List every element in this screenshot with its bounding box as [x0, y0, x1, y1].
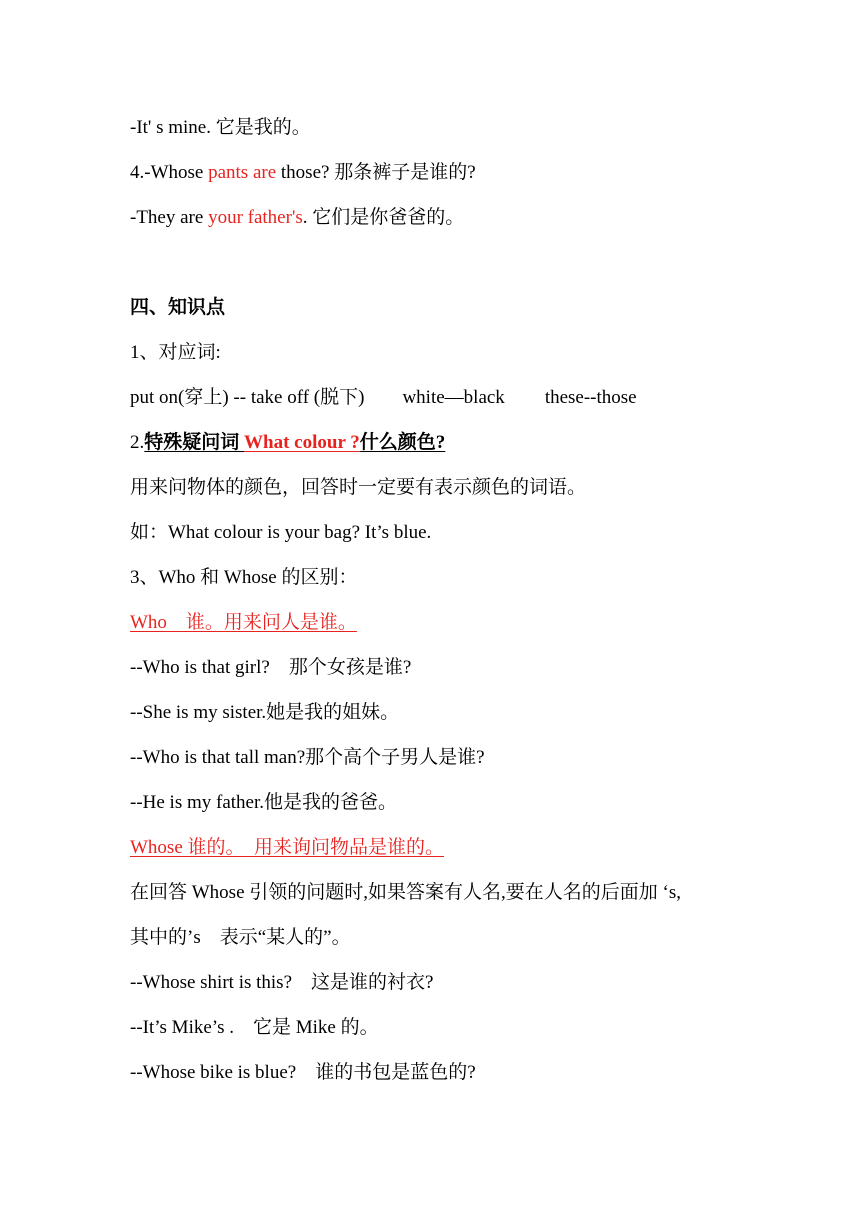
answer-4-highlight: your father's: [208, 207, 303, 228]
question-4-line: [130, 161, 476, 185]
point-2-keyword: What colour ?: [244, 432, 360, 453]
point-2-number: 2.: [130, 432, 145, 453]
word-pair-put-on: put on(穿上) -- take off (脱下): [130, 387, 365, 408]
section-heading-knowledge: 四、知识点: [130, 297, 226, 318]
point-1-word-pairs: [130, 386, 637, 410]
point-2-title: [130, 431, 445, 455]
point-2-label: 特殊疑问词: [144, 432, 245, 453]
whose-description-1: 在回答 Whose 引领的问题时,如果答案有人名,要在人名的后面加 ‘s,: [130, 882, 681, 903]
question-4-prefix: 4.-Whose: [130, 162, 209, 183]
question-4-highlight: pants are: [208, 162, 277, 183]
answer-4-prefix: -They are: [130, 207, 209, 228]
who-answer-1: --She is my sister.她是我的姐妹。: [130, 702, 400, 723]
word-pair-white-black: white—black: [402, 387, 505, 408]
point-2-description: 用来问物体的颜色，回答时一定要有表示颜色的词语。: [130, 477, 587, 498]
whose-question-1: --Whose shirt is this? 这是谁的衬衣?: [130, 972, 434, 993]
whose-description-2: 其中的’s 表示“某人的”。: [130, 927, 351, 948]
point-2-example: 如：What colour is your bag? It’s blue.: [130, 522, 432, 543]
who-question-1: --Who is that girl? 那个女孩是谁?: [130, 657, 412, 678]
answer-4-suffix: . 它们是你爸爸的。: [302, 207, 465, 228]
point-1-title: 1、对应词:: [130, 342, 221, 363]
who-answer-2: --He is my father.他是我的爸爸。: [130, 792, 398, 813]
who-question-2: --Who is that tall man?那个高个子男人是谁?: [130, 747, 485, 768]
whose-answer-1: --It’s Mike’s . 它是 Mike 的。: [130, 1017, 379, 1038]
question-4-suffix: those? 那条裤子是谁的?: [276, 162, 476, 183]
answer-4-line: [130, 206, 464, 230]
whose-question-2: --Whose bike is blue? 谁的书包是蓝色的?: [130, 1062, 476, 1083]
point-2-meaning: 什么颜色?: [359, 432, 446, 453]
word-pair-these-those: these--those: [544, 387, 637, 408]
whose-rule: Whose 谁的。 用来询问物品是谁的。: [130, 837, 445, 858]
point-3-title: 3、Who 和 Whose 的区别：: [130, 567, 358, 588]
who-rule: Who 谁。用来问人是谁。: [130, 612, 357, 633]
answer-line-mine: -It' s mine. 它是我的。: [130, 117, 311, 138]
